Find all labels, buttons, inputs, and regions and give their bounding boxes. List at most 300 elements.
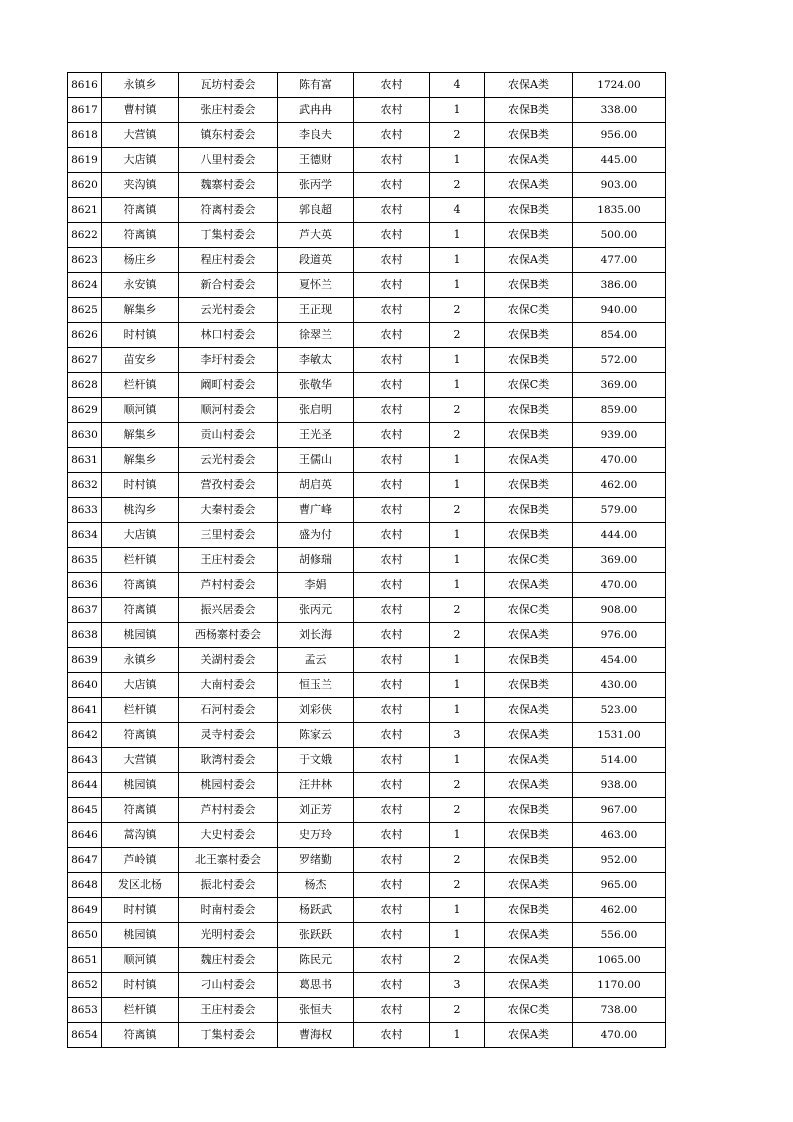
village-cell: 振北村委会: [179, 873, 278, 898]
area-type: 农村: [354, 623, 430, 648]
area-type: 农村: [354, 448, 430, 473]
table-row: [68, 398, 666, 423]
amount-cell: 579.00: [573, 498, 666, 523]
amount-cell: 514.00: [573, 748, 666, 773]
record-id: 8629: [68, 398, 102, 423]
town-cell: 符离镇: [102, 598, 179, 623]
person-name: 杨杰: [278, 873, 354, 898]
table-row: [68, 73, 666, 98]
area-type: 农村: [354, 848, 430, 873]
record-id: 8630: [68, 423, 102, 448]
table-row: [68, 423, 666, 448]
area-type: 农村: [354, 273, 430, 298]
amount-cell: 470.00: [573, 1023, 666, 1048]
town-cell: 栏杆镇: [102, 373, 179, 398]
record-id: 8648: [68, 873, 102, 898]
area-type: 农村: [354, 123, 430, 148]
amount-cell: 477.00: [573, 248, 666, 273]
household-count: 4: [430, 198, 485, 223]
record-id: 8636: [68, 573, 102, 598]
area-type: 农村: [354, 323, 430, 348]
town-cell: 桃园镇: [102, 773, 179, 798]
person-name: 盛为付: [278, 523, 354, 548]
town-cell: 时村镇: [102, 473, 179, 498]
area-type: 农村: [354, 223, 430, 248]
person-name: 陈家云: [278, 723, 354, 748]
insurance-category: 农保B类: [485, 273, 573, 298]
household-count: 2: [430, 998, 485, 1023]
record-id: 8617: [68, 98, 102, 123]
amount-cell: 939.00: [573, 423, 666, 448]
household-count: 2: [430, 298, 485, 323]
household-count: 1: [430, 523, 485, 548]
area-type: 农村: [354, 73, 430, 98]
household-count: 1: [430, 223, 485, 248]
household-count: 2: [430, 773, 485, 798]
table-row: [68, 623, 666, 648]
insurance-category: 农保A类: [485, 973, 573, 998]
town-cell: 大营镇: [102, 748, 179, 773]
town-cell: 杨庄乡: [102, 248, 179, 273]
village-cell: 魏寨村委会: [179, 173, 278, 198]
village-cell: 光明村委会: [179, 923, 278, 948]
table-row: [68, 173, 666, 198]
insurance-category: 农保B类: [485, 498, 573, 523]
person-name: 刘正芳: [278, 798, 354, 823]
village-cell: 三里村委会: [179, 523, 278, 548]
table-row: [68, 448, 666, 473]
record-id: 8628: [68, 373, 102, 398]
person-name: 胡启英: [278, 473, 354, 498]
person-name: 李敏太: [278, 348, 354, 373]
town-cell: 大店镇: [102, 673, 179, 698]
insurance-category: 农保B类: [485, 848, 573, 873]
record-id: 8634: [68, 523, 102, 548]
insurance-category: 农保A类: [485, 448, 573, 473]
household-count: 2: [430, 798, 485, 823]
area-type: 农村: [354, 823, 430, 848]
person-name: 曹海权: [278, 1023, 354, 1048]
person-name: 于文娥: [278, 748, 354, 773]
village-cell: 关湖村委会: [179, 648, 278, 673]
insurance-category: 农保B类: [485, 898, 573, 923]
record-id: 8651: [68, 948, 102, 973]
record-id: 8646: [68, 823, 102, 848]
town-cell: 解集乡: [102, 448, 179, 473]
table-row: [68, 598, 666, 623]
amount-cell: 462.00: [573, 473, 666, 498]
household-count: 2: [430, 873, 485, 898]
insurance-category: 农保B类: [485, 523, 573, 548]
insurance-category: 农保B类: [485, 473, 573, 498]
table-row: [68, 873, 666, 898]
town-cell: 符离镇: [102, 798, 179, 823]
household-count: 1: [430, 448, 485, 473]
table-row: [68, 973, 666, 998]
area-type: 农村: [354, 873, 430, 898]
record-id: 8619: [68, 148, 102, 173]
area-type: 农村: [354, 548, 430, 573]
village-cell: 符离村委会: [179, 198, 278, 223]
amount-cell: 500.00: [573, 223, 666, 248]
village-cell: 林口村委会: [179, 323, 278, 348]
village-cell: 贡山村委会: [179, 423, 278, 448]
table-row: [68, 548, 666, 573]
amount-cell: 952.00: [573, 848, 666, 873]
record-id: 8625: [68, 298, 102, 323]
household-count: 3: [430, 723, 485, 748]
record-id: 8650: [68, 923, 102, 948]
village-cell: 石河村委会: [179, 698, 278, 723]
household-count: 1: [430, 698, 485, 723]
person-name: 李良夫: [278, 123, 354, 148]
amount-cell: 965.00: [573, 873, 666, 898]
village-cell: 灵寺村委会: [179, 723, 278, 748]
household-count: 2: [430, 123, 485, 148]
table-row: [68, 823, 666, 848]
amount-cell: 572.00: [573, 348, 666, 373]
person-name: 段道英: [278, 248, 354, 273]
town-cell: 符离镇: [102, 223, 179, 248]
insurance-category: 农保A类: [485, 723, 573, 748]
record-id: 8644: [68, 773, 102, 798]
insurance-category: 农保C类: [485, 298, 573, 323]
town-cell: 时村镇: [102, 973, 179, 998]
area-type: 农村: [354, 398, 430, 423]
amount-cell: 1531.00: [573, 723, 666, 748]
area-type: 农村: [354, 698, 430, 723]
area-type: 农村: [354, 948, 430, 973]
area-type: 农村: [354, 898, 430, 923]
table-row: [68, 223, 666, 248]
records-body: [68, 73, 666, 1048]
table-row: [68, 98, 666, 123]
household-count: 2: [430, 848, 485, 873]
person-name: 张恒夫: [278, 998, 354, 1023]
record-id: 8641: [68, 698, 102, 723]
town-cell: 符离镇: [102, 573, 179, 598]
record-id: 8633: [68, 498, 102, 523]
insurance-category: 农保A类: [485, 948, 573, 973]
area-type: 农村: [354, 173, 430, 198]
village-cell: 西杨寨村委会: [179, 623, 278, 648]
insurance-category: 农保B类: [485, 198, 573, 223]
town-cell: 桃园镇: [102, 623, 179, 648]
table-row: [68, 573, 666, 598]
town-cell: 桃沟乡: [102, 498, 179, 523]
table-row: [68, 698, 666, 723]
amount-cell: 369.00: [573, 373, 666, 398]
table-row: [68, 923, 666, 948]
area-type: 农村: [354, 523, 430, 548]
person-name: 郭良超: [278, 198, 354, 223]
village-cell: 八里村委会: [179, 148, 278, 173]
town-cell: 蒿沟镇: [102, 823, 179, 848]
household-count: 1: [430, 823, 485, 848]
insurance-category: 农保C类: [485, 598, 573, 623]
area-type: 农村: [354, 723, 430, 748]
person-name: 恒玉兰: [278, 673, 354, 698]
town-cell: 发区北杨: [102, 873, 179, 898]
town-cell: 永安镇: [102, 273, 179, 298]
insurance-category: 农保C类: [485, 373, 573, 398]
person-name: 孟云: [278, 648, 354, 673]
insurance-category: 农保B类: [485, 223, 573, 248]
amount-cell: 903.00: [573, 173, 666, 198]
village-cell: 镇东村委会: [179, 123, 278, 148]
table-row: [68, 198, 666, 223]
village-cell: 耿湾村委会: [179, 748, 278, 773]
household-count: 1: [430, 248, 485, 273]
table-row: [68, 998, 666, 1023]
town-cell: 解集乡: [102, 298, 179, 323]
town-cell: 符离镇: [102, 198, 179, 223]
village-cell: 新合村委会: [179, 273, 278, 298]
person-name: 史万玲: [278, 823, 354, 848]
insurance-category: 农保B类: [485, 823, 573, 848]
person-name: 李娟: [278, 573, 354, 598]
village-cell: 振兴居委会: [179, 598, 278, 623]
amount-cell: 338.00: [573, 98, 666, 123]
household-count: 1: [430, 923, 485, 948]
area-type: 农村: [354, 473, 430, 498]
town-cell: 芦岭镇: [102, 848, 179, 873]
table-row: [68, 948, 666, 973]
amount-cell: 470.00: [573, 573, 666, 598]
area-type: 农村: [354, 98, 430, 123]
amount-cell: 956.00: [573, 123, 666, 148]
record-id: 8642: [68, 723, 102, 748]
person-name: 徐翠兰: [278, 323, 354, 348]
household-count: 2: [430, 323, 485, 348]
area-type: 农村: [354, 148, 430, 173]
person-name: 胡修瑞: [278, 548, 354, 573]
area-type: 农村: [354, 1023, 430, 1048]
insurance-category: 农保A类: [485, 773, 573, 798]
village-cell: 丁集村委会: [179, 223, 278, 248]
insurance-category: 农保A类: [485, 173, 573, 198]
record-id: 8639: [68, 648, 102, 673]
amount-cell: 470.00: [573, 448, 666, 473]
village-cell: 程庄村委会: [179, 248, 278, 273]
insurance-category: 农保B类: [485, 323, 573, 348]
town-cell: 夹沟镇: [102, 173, 179, 198]
insurance-category: 农保C类: [485, 998, 573, 1023]
household-count: 3: [430, 973, 485, 998]
insurance-category: 农保A类: [485, 623, 573, 648]
insurance-category: 农保B类: [485, 398, 573, 423]
table-row: [68, 723, 666, 748]
village-cell: 时南村委会: [179, 898, 278, 923]
record-id: 8623: [68, 248, 102, 273]
amount-cell: 462.00: [573, 898, 666, 923]
amount-cell: 976.00: [573, 623, 666, 648]
table-row: [68, 248, 666, 273]
area-type: 农村: [354, 598, 430, 623]
household-count: 2: [430, 498, 485, 523]
person-name: 曹广峰: [278, 498, 354, 523]
village-cell: 李圩村委会: [179, 348, 278, 373]
household-count: 1: [430, 373, 485, 398]
person-name: 张启明: [278, 398, 354, 423]
person-name: 张丙学: [278, 173, 354, 198]
area-type: 农村: [354, 973, 430, 998]
table-row: [68, 348, 666, 373]
table-row: [68, 273, 666, 298]
person-name: 武冉冉: [278, 98, 354, 123]
household-count: 1: [430, 648, 485, 673]
insurance-category: 农保B类: [485, 98, 573, 123]
insurance-category: 农保A类: [485, 573, 573, 598]
amount-cell: 430.00: [573, 673, 666, 698]
village-cell: 大秦村委会: [179, 498, 278, 523]
amount-cell: 463.00: [573, 823, 666, 848]
village-cell: 桃园村委会: [179, 773, 278, 798]
table-row: [68, 848, 666, 873]
town-cell: 大店镇: [102, 148, 179, 173]
area-type: 农村: [354, 298, 430, 323]
area-type: 农村: [354, 673, 430, 698]
table-row: [68, 373, 666, 398]
village-cell: 魏庄村委会: [179, 948, 278, 973]
village-cell: 瓦坊村委会: [179, 73, 278, 98]
village-cell: 芦村村委会: [179, 573, 278, 598]
household-count: 1: [430, 148, 485, 173]
record-id: 8640: [68, 673, 102, 698]
village-cell: 王庄村委会: [179, 548, 278, 573]
household-count: 1: [430, 348, 485, 373]
person-name: 夏怀兰: [278, 273, 354, 298]
village-cell: 北王寨村委会: [179, 848, 278, 873]
area-type: 农村: [354, 748, 430, 773]
record-id: 8654: [68, 1023, 102, 1048]
insurance-category: 农保B类: [485, 423, 573, 448]
household-count: 1: [430, 98, 485, 123]
record-id: 8635: [68, 548, 102, 573]
insurance-category: 农保C类: [485, 548, 573, 573]
area-type: 农村: [354, 348, 430, 373]
insurance-category: 农保A类: [485, 748, 573, 773]
record-id: 8620: [68, 173, 102, 198]
record-id: 8652: [68, 973, 102, 998]
household-count: 4: [430, 73, 485, 98]
table-row: [68, 123, 666, 148]
amount-cell: 908.00: [573, 598, 666, 623]
record-id: 8621: [68, 198, 102, 223]
person-name: 汪井林: [278, 773, 354, 798]
amount-cell: 1835.00: [573, 198, 666, 223]
table-row: [68, 748, 666, 773]
village-cell: 营孜村委会: [179, 473, 278, 498]
person-name: 张跃跃: [278, 923, 354, 948]
table-row: [68, 523, 666, 548]
amount-cell: 938.00: [573, 773, 666, 798]
person-name: 王光圣: [278, 423, 354, 448]
person-name: 刘长海: [278, 623, 354, 648]
person-name: 罗绪勤: [278, 848, 354, 873]
town-cell: 时村镇: [102, 898, 179, 923]
record-id: 8622: [68, 223, 102, 248]
table-row: [68, 1023, 666, 1048]
records-table: [67, 72, 666, 1048]
village-cell: 大史村委会: [179, 823, 278, 848]
village-cell: 芦村村委会: [179, 798, 278, 823]
household-count: 1: [430, 1023, 485, 1048]
area-type: 农村: [354, 498, 430, 523]
town-cell: 解集乡: [102, 423, 179, 448]
person-name: 杨跃武: [278, 898, 354, 923]
insurance-category: 农保A类: [485, 1023, 573, 1048]
record-id: 8647: [68, 848, 102, 873]
area-type: 农村: [354, 648, 430, 673]
town-cell: 大店镇: [102, 523, 179, 548]
insurance-category: 农保A类: [485, 923, 573, 948]
person-name: 葛思书: [278, 973, 354, 998]
insurance-category: 农保A类: [485, 248, 573, 273]
record-id: 8631: [68, 448, 102, 473]
area-type: 农村: [354, 773, 430, 798]
amount-cell: 1065.00: [573, 948, 666, 973]
household-count: 2: [430, 423, 485, 448]
table-row: [68, 323, 666, 348]
insurance-category: 农保A类: [485, 873, 573, 898]
household-count: 2: [430, 623, 485, 648]
household-count: 2: [430, 598, 485, 623]
table-row: [68, 673, 666, 698]
record-id: 8638: [68, 623, 102, 648]
record-id: 8627: [68, 348, 102, 373]
person-name: 陈民元: [278, 948, 354, 973]
village-cell: 丁集村委会: [179, 1023, 278, 1048]
amount-cell: 454.00: [573, 648, 666, 673]
household-count: 1: [430, 473, 485, 498]
person-name: 王正现: [278, 298, 354, 323]
amount-cell: 444.00: [573, 523, 666, 548]
area-type: 农村: [354, 423, 430, 448]
table-row: [68, 773, 666, 798]
amount-cell: 386.00: [573, 273, 666, 298]
record-id: 8618: [68, 123, 102, 148]
insurance-category: 农保B类: [485, 348, 573, 373]
insurance-category: 农保B类: [485, 648, 573, 673]
town-cell: 顺河镇: [102, 398, 179, 423]
village-cell: 大南村委会: [179, 673, 278, 698]
insurance-category: 农保A类: [485, 73, 573, 98]
record-id: 8649: [68, 898, 102, 923]
record-id: 8632: [68, 473, 102, 498]
household-count: 2: [430, 173, 485, 198]
household-count: 1: [430, 898, 485, 923]
amount-cell: 523.00: [573, 698, 666, 723]
person-name: 王德财: [278, 148, 354, 173]
household-count: 1: [430, 573, 485, 598]
area-type: 农村: [354, 998, 430, 1023]
amount-cell: 854.00: [573, 323, 666, 348]
record-id: 8624: [68, 273, 102, 298]
village-cell: 刁山村委会: [179, 973, 278, 998]
village-cell: 王庄村委会: [179, 998, 278, 1023]
amount-cell: 445.00: [573, 148, 666, 173]
town-cell: 曹村镇: [102, 98, 179, 123]
person-name: 王儒山: [278, 448, 354, 473]
town-cell: 苗安乡: [102, 348, 179, 373]
village-cell: 阚町村委会: [179, 373, 278, 398]
town-cell: 永镇乡: [102, 648, 179, 673]
household-count: 2: [430, 948, 485, 973]
household-count: 1: [430, 548, 485, 573]
record-id: 8645: [68, 798, 102, 823]
area-type: 农村: [354, 573, 430, 598]
